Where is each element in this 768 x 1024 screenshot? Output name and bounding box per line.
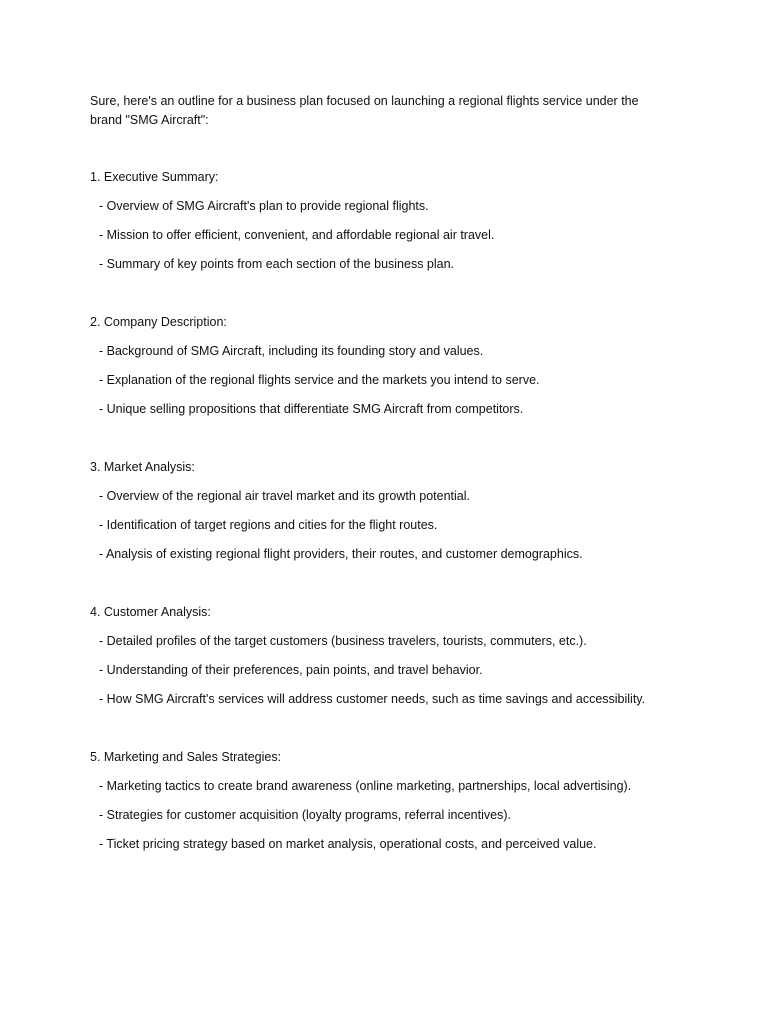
bullet-item: - Unique selling propositions that differentiate SMG Aircraft from competitors. [99, 402, 524, 416]
bullet-item: - Marketing tactics to create brand awareness (online marketing, partnerships, local advertising). [99, 779, 632, 793]
section-executive-summary [90, 168, 670, 274]
bullet-item: - Overview of SMG Aircraft's plan to provide regional flights. [99, 199, 429, 213]
bullet-item: - Ticket pricing strategy based on market analysis, operational costs, and perceived value. [99, 837, 597, 851]
section-company-description [90, 313, 670, 419]
section-heading: 2. Company Description: [90, 315, 227, 329]
bullet-item: - Identification of target regions and cities for the flight routes. [99, 518, 438, 532]
section-market-analysis [90, 458, 670, 564]
section-heading: 5. Marketing and Sales Strategies: [90, 750, 282, 764]
bullet-item: - Mission to offer efficient, convenient, and affordable regional air travel. [99, 228, 495, 242]
section-heading: 4. Customer Analysis: [90, 605, 211, 619]
document-page [90, 92, 670, 893]
section-heading: 3. Market Analysis: [90, 460, 195, 474]
intro-paragraph: Sure, here's an outline for a business plan focused on launching a regional flights service under the brand "SMG Aircraft": [90, 94, 639, 127]
bullet-item: - Analysis of existing regional flight providers, their routes, and customer demographics. [99, 547, 583, 561]
bullet-item: - Background of SMG Aircraft, including its founding story and values. [99, 344, 484, 358]
bullet-item: - Summary of key points from each section of the business plan. [99, 257, 455, 271]
bullet-item: - Strategies for customer acquisition (loyalty programs, referral incentives). [99, 808, 511, 822]
bullet-item: - Detailed profiles of the target customers (business travelers, tourists, commuters, etc.). [99, 634, 587, 648]
bullet-item: - Explanation of the regional flights service and the markets you intend to serve. [99, 373, 540, 387]
section-customer-analysis [90, 603, 670, 709]
bullet-item: - How SMG Aircraft's services will address customer needs, such as time savings and accessibility. [99, 692, 646, 706]
section-heading: 1. Executive Summary: [90, 170, 219, 184]
bullet-item: - Overview of the regional air travel market and its growth potential. [99, 489, 471, 503]
section-marketing-sales [90, 748, 670, 854]
bullet-item: - Understanding of their preferences, pain points, and travel behavior. [99, 663, 483, 677]
